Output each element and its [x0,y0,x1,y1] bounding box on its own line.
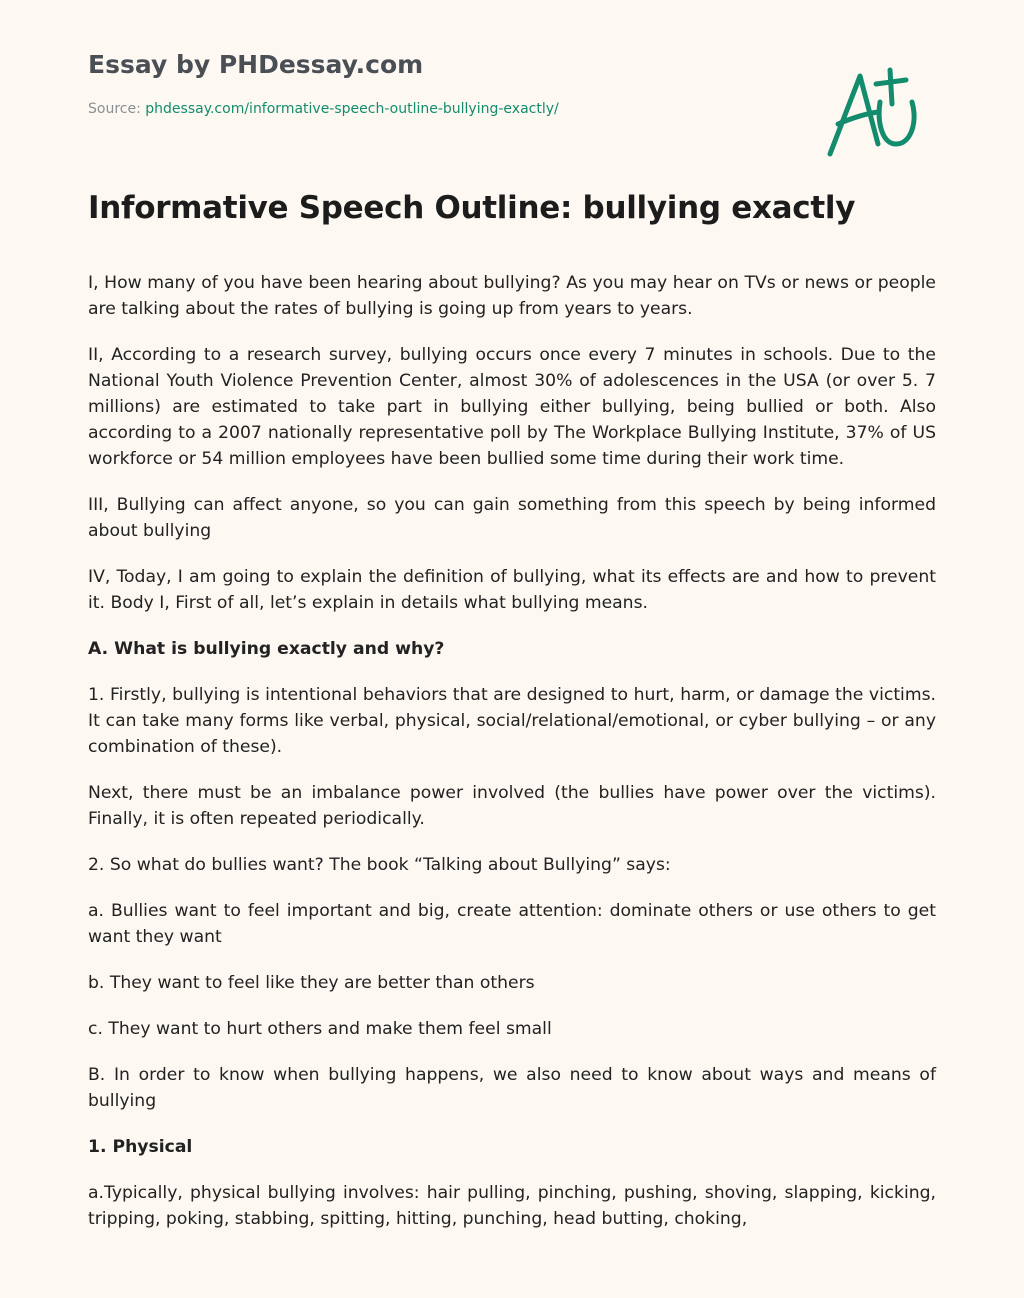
a-plus-grade-icon [820,62,935,162]
paragraph: 1. Firstly, bullying is intentional behaviors that are designed to hurt, harm, or damage the victims. It can take many forms like verbal, physical, social/relational/emotional, or cyber bullying – or any combination of these). [88,685,936,757]
paragraph: a. Bullies want to feel important and big, create attention: dominate others or use others to get want they want [88,901,936,947]
paragraph: I, How many of you have been hearing about bullying? As you may hear on TVs or news or people are talking about the rates of bullying is going up from years to years. [88,273,936,319]
paragraph: b. They want to feel like they are better than others [88,973,535,993]
paragraph: B. In order to know when bullying happens, we also need to know about ways and means of bullying [88,1065,936,1111]
paragraph: III, Bullying can affect anyone, so you can gain something from this speech by being informed about bullying [88,495,936,541]
paragraph: IV, Today, I am going to explain the definition of bullying, what its effects are and how to prevent it. Body I, First of all, let’s explain in details what bullying means. [88,567,936,613]
section-heading: 1. Physical [88,1137,193,1157]
paragraph: c. They want to hurt others and make them feel small [88,1019,552,1039]
site-title: Essay by PHDessay.com [88,50,424,79]
essay-body [88,270,936,1252]
paragraph: 2. So what do bullies want? The book “Talking about Bullying” says: [88,855,671,875]
source-link[interactable]: phdessay.com/informative-speech-outline-bullying-exactly/ [145,101,559,117]
source-line [88,101,559,117]
source-label: Source: [88,101,146,117]
paragraph: a.Typically, physical bullying involves: hair pulling, pinching, pushing, shoving, slapping, kicking, tripping, poking, stabbing, spitting, hitting, punching, head butting, choking, [88,1183,936,1229]
paragraph: Next, there must be an imbalance power involved (the bullies have power over the victims). Finally, it is often repeated periodically. [88,783,936,829]
paragraph: II, According to a research survey, bullying occurs once every 7 minutes in schools. Due to the National Youth Violence Prevention Center, almost 30% of adolescences in the USA (or over 5. 7 millions) are estimated to take part in bullying either bullying, being bullied or both. Also according to a 2007 nationally representative poll by The Workplace Bullying Institute, 37% of US workforce or 54 million employees have been bullied some time during their work time. [88,345,936,469]
document-title: Informative Speech Outline: bullying exactly [88,190,856,226]
section-heading: A. What is bullying exactly and why? [88,639,445,659]
